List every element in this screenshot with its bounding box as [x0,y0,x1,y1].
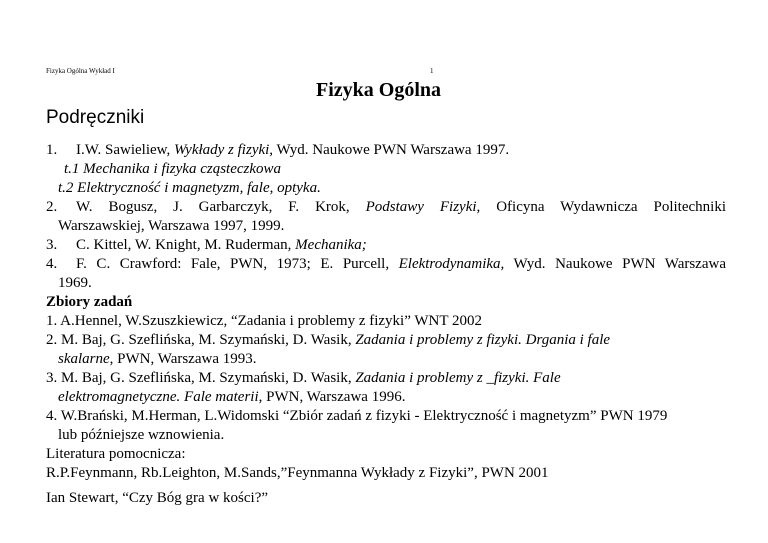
item-text [76,255,726,274]
book-title: Mechanika; [295,237,367,253]
textbook-item [46,198,726,217]
book-authors: I.W. Sawieliew, [76,142,175,158]
item-number: 3. [46,237,58,253]
book-publisher: Oficyna Wydawnicza Politechniki [480,199,726,215]
item-text [76,198,726,217]
book-title: Wykłady z fizyki, [174,142,274,158]
book-title: Podstawy Fizyki, [365,199,481,215]
book-authors: 2. M. Baj, G. Szeflińska, M. Szymański, D. Wasik, [46,332,356,348]
textbook-item [46,141,726,160]
section-title: Podręczniki [46,107,145,128]
item-text [76,141,509,160]
item-continuation: 1969. [58,275,92,291]
book-authors: C. Kittel, W. Knight, M. Ruderman, [76,237,296,253]
book-publisher: , PWN, Warszawa 1993. [109,351,257,367]
problem-book-item: 4. W.Brański, M.Herman, L.Widomski “Zbiór zadań z fizyki - Elektryczność i magnetyzm” PWN 1979 [46,408,668,424]
problem-book-item [46,369,726,388]
book-volume: t.2 Elektryczność i magnetyzm, fale, optyka. [58,180,321,196]
item-continuation [46,388,726,407]
problem-book-item: 1. A.Hennel, W.Szuszkiewicz, “Zadania i problemy z fizyki” WNT 2002 [46,313,482,329]
item-continuation: Warszawskiej, Warszawa 1997, 1999. [58,218,285,234]
supplementary-heading: Literatura pomocnicza: [46,446,186,462]
item-number: 1. [46,142,58,158]
book-title: Zadania i problemy z fizyki. Drgania i fale [355,332,611,348]
book-authors: 3. M. Baj, G. Szeflińska, M. Szymański, D. Wasik, [46,370,356,386]
textbook-item [46,255,726,274]
item-text [76,236,367,255]
item-continuation [46,350,726,369]
book-title: elektromagnetyczne. Fale materii [58,389,259,405]
book-volume: t.1 Mechanika i fizyka cząsteczkowa [64,161,282,177]
document-body [46,141,726,508]
book-authors: F. C. Crawford: Fale, PWN, 1973; E. Purcell [76,256,386,272]
book-publisher: Wyd. Naukowe PWN Warszawa 1997. [273,142,510,158]
book-publisher: , PWN, Warszawa 1996. [258,389,406,405]
page-number: 1 [430,67,434,75]
book-title: , Elektrodynamika, [385,256,505,272]
document-title: Fizyka Ogólna [316,79,442,101]
problem-book-item [46,331,726,350]
item-number: 4. [46,256,58,272]
textbook-item [46,236,726,255]
item-continuation: lub późniejsze wznowienia. [58,427,225,443]
problems-heading: Zbiory zadań [46,294,133,310]
supplementary-item: R.P.Feynmann, Rb.Leighton, M.Sands,”Feynmanna Wykłady z Fizyki”, PWN 2001 [46,465,549,481]
item-number: 2. [46,199,58,215]
supplementary-item: Ian Stewart, “Czy Bóg gra w kości?” [46,490,269,506]
book-title: skalarne [58,351,110,367]
book-title: Zadania i problemy z _fizyki. Fale [355,370,561,386]
book-authors: W. Bogusz, J. Garbarczyk, F. Krok, [76,199,366,215]
book-publisher: Wyd. Naukowe PWN Warszawa [504,256,726,272]
running-header: Fizyka Ogólna Wykład I [46,67,115,75]
